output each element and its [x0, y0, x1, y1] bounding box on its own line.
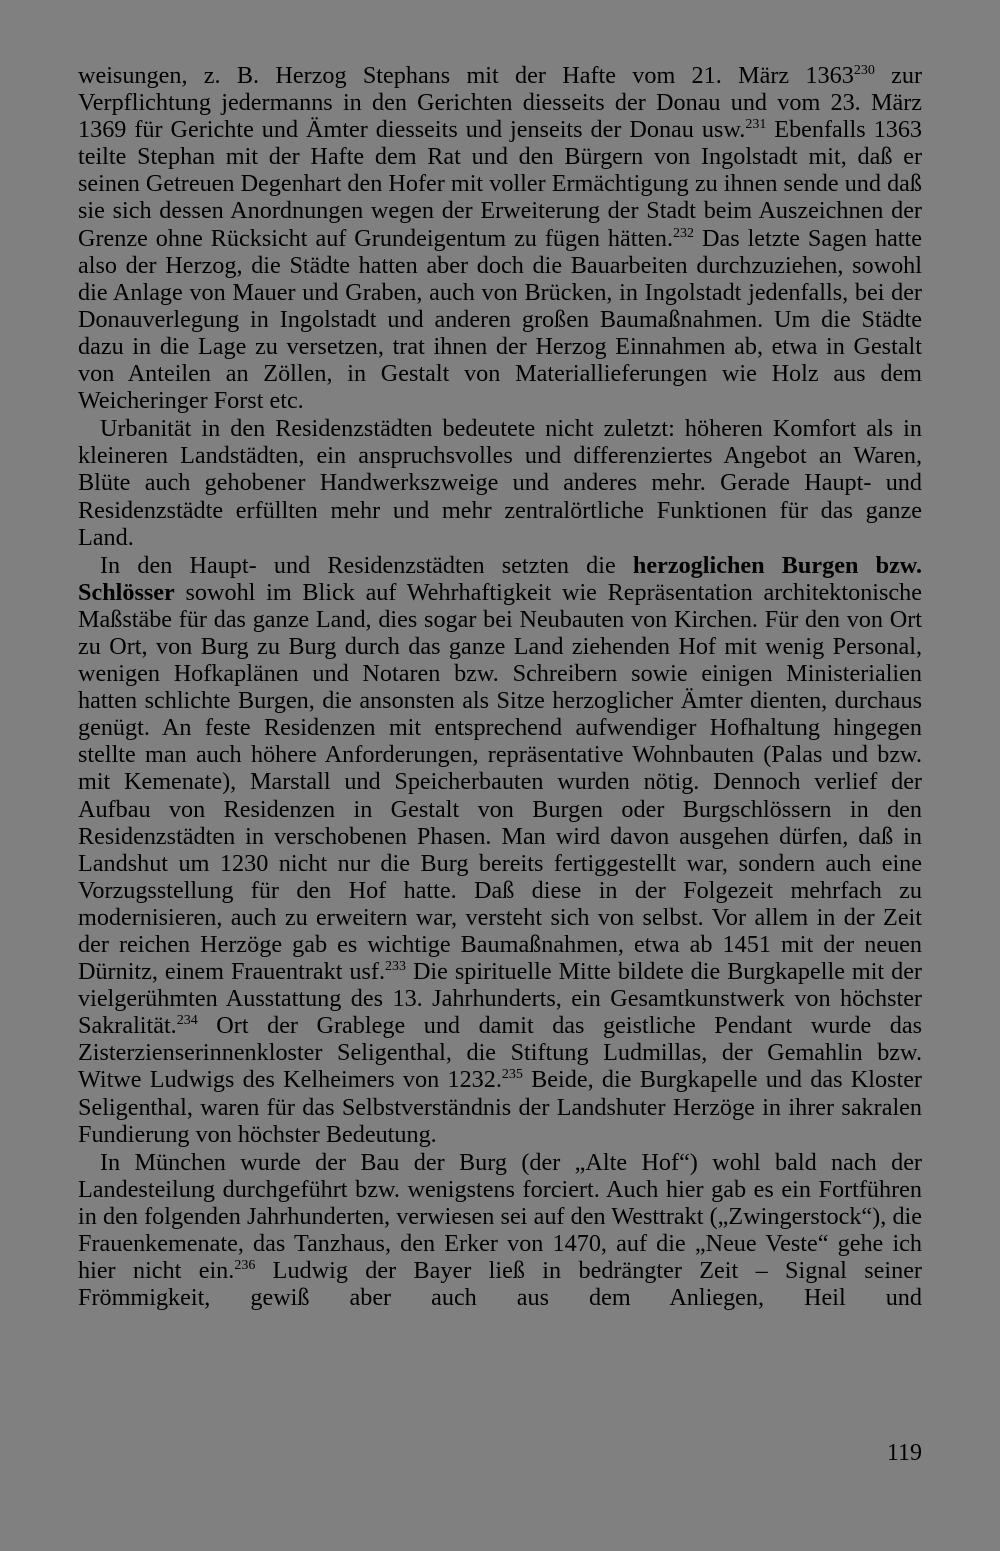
paragraph-4-text-a: In München wurde der Bau der Burg (der „Alte Hof“) wohl bald nach der Landesteilung durchgeführt bzw. wenigstens forciert. Auch hier gab es ein Fortführen in den folgenden Jahrhunderten, verwiesen sei auf den Westtrakt („Zwingerstock“), die Frauenkemenate, das Tanzhaus, den Erker von 1470, auf die „Neue Veste“ gehe ich hier nicht ein. — [78, 1148, 922, 1285]
paragraph-1-text-a: weisungen, z. B. Herzog Stephans mit der Hafte vom 21. März 1363 — [78, 62, 854, 89]
paragraph-3-text-c: Die spirituelle Mitte bildete die Burgkapelle mit der vielgerühmten Ausstattung des 13. Jahrhunderts, ein Gesamtkunstwerk von höchster Sakralität. — [78, 958, 922, 1040]
footnote-ref-232: 232 — [673, 225, 695, 241]
paragraph-3-text-b: sowohl im Blick auf Wehrhaftigkeit wie Repräsentation architektonische Maßstäbe für das ganze Land, dies sogar bei Neubauten von Kirchen. Für den von Ort zu Ort, von Burg zu Burg durch das ganze Land ziehenden Hof mit wenig Personal, wenigen Hofkaplänen und Notaren bzw. Schreibern sowie einigen Ministerialien hatten schlichte Burgen, die ansonsten als Sitze herzoglicher Ämter dienten, durchaus genügt. An feste Residenzen mit entsprechend aufwendiger Hofhaltung hingegen stellte man auch höhere Anforderungen, repräsentative Wohnbauten (Palas und bzw. mit Kemenate), Marstall und Speicherbauten wurden nötig. Dennoch verlief der Aufbau von Residenzen in Gestalt von Burgen oder Burgschlössern in den Residenzstädten in verschobenen Phasen. Man wird davon ausgehen dürfen, daß in Landshut um 1230 nicht nur die Burg bereits fertiggestellt war, sondern auch eine Vorzugsstellung für den Hof hatte. Daß diese in der Folgezeit mehrfach zu modernisieren, auch zu erweitern war, versteht sich von selbst. Vor allem in der Zeit der reichen Herzöge gab es wichtige Baumaßnahmen, etwa ab 1451 mit der neuen Dürnitz, einem Frauentrakt usf. — [78, 578, 922, 986]
paragraph-2: Urbanität in den Residenzstädten bedeutete nicht zuletzt: höheren Komfort als in kleineren Landstädten, ein anspruchsvolles und differenziertes Angebot an Waren, Blüte auch gehobener Handwerkszweige und anderes mehr. Gerade Haupt- und Residenzstädte erfüllten mehr und mehr zentralörtliche Funktionen für das ganze Land. — [78, 415, 922, 551]
paragraph-3-text-e: Beide, die Burgkapelle und das Kloster Seligenthal, waren für das Selbstverständnis der Landshuter Herzöge in ihrer sakralen Fundierung von höchster Bedeutung. — [78, 1066, 922, 1148]
footnote-ref-235: 235 — [501, 1067, 523, 1083]
paragraph-4 — [78, 1149, 922, 1312]
document-page — [78, 62, 922, 1542]
paragraph-1 — [78, 62, 922, 414]
footnote-ref-230: 230 — [853, 63, 875, 78]
page-number: 119 — [886, 1440, 922, 1466]
bold-term-herzogliche-burgen: herzoglichen Burgen bzw. Schlösser — [78, 551, 922, 606]
footnote-ref-233: 233 — [385, 959, 406, 975]
paragraph-4-text-b: Ludwig der Bayer ließ in bedrängter Zeit – Signal seiner Frömmigkeit, gewiß aber auch aus dem Anliegen, Heil und — [78, 1257, 922, 1312]
footnote-ref-236: 236 — [234, 1258, 256, 1274]
paragraph-1-text-c: Ebenfalls 1363 teilte Stephan mit der Hafte dem Rat und den Bürgern von Ingolstadt mit, daß er seinen Getreuen Degenhart den Hofer mit voller Ermächtigung zu ihnen sende und daß sie sich dessen Anordnungen wegen der Erweiterung der Stadt beim Auszeichnen der Grenze ohne Rücksicht auf Grundeigentum zu fügen hätten. — [78, 116, 923, 252]
footnote-ref-231: 231 — [745, 117, 767, 133]
footnote-ref-234: 234 — [176, 1013, 198, 1029]
paragraph-3-text-a: In den Haupt- und Residenzstädten setzten die — [100, 551, 633, 579]
paragraph-3 — [78, 552, 922, 1148]
paragraph-3-text-d: Ort der Grablege und damit das geistliche Pendant wurde das Zisterzienserinnenkloster Seligenthal, die Stiftung Ludmillas, der Gemahlin bzw. Witwe Ludwigs des Kelheimers von 1232. — [78, 1012, 922, 1094]
paragraph-1-text-b: zur Verpflichtung jedermanns in den Gerichten diesseits der Donau und vom 23. März 1369 für Gerichte und Ämter diesseits und jenseits der Donau usw. — [78, 62, 922, 144]
paragraph-1-text-d: Das letzte Sagen hatte also der Herzog, die Städte hatten aber doch die Bauarbeiten durchzuziehen, sowohl die Anlage von Mauer und Graben, auch von Brücken, in Ingolstadt jedenfalls, bei der Donauverlegung in Ingolstadt und anderen großen Baumaßnahmen. Um die Städte dazu in die Lage zu versetzen, trat ihnen der Herzog Einnahmen ab, etwa in Gestalt von Anteilen an Zöllen, in Gestalt von Materiallieferungen wie Holz aus dem Weicheringer Forst etc. — [78, 224, 922, 415]
